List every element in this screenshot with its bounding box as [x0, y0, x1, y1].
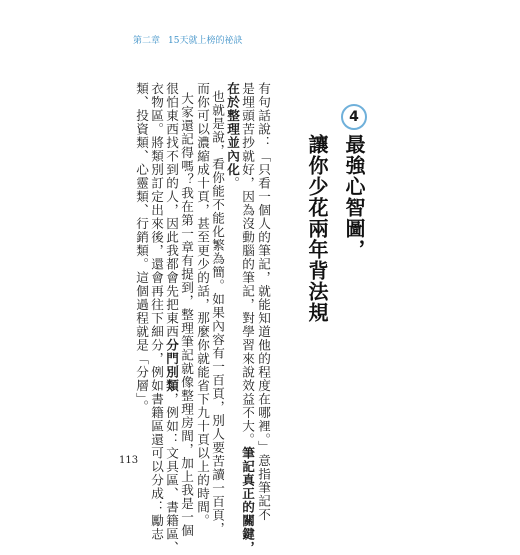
running-header — [133, 33, 242, 46]
body-emphasis: 在於整理並內化 — [225, 82, 240, 177]
body-column-9 — [134, 82, 148, 413]
body-text: 衣物區。將類別訂定出來後，還會再往下細分，例如書籍區還可以分成：勵志 — [149, 82, 164, 541]
body-column-8 — [149, 82, 163, 541]
chapter-label: 第二章 — [133, 36, 161, 46]
body-column-3 — [225, 82, 239, 190]
body-column-7 — [164, 82, 178, 555]
body-text: 類、投資類、心靈類、行銷類。這個過程就是「分層」。 — [134, 82, 149, 414]
body-text: 是埋頭苦抄就好，因為沒動腦的筆記，對學習來說效益不大。 — [240, 82, 255, 447]
body-column-2 — [240, 82, 254, 555]
body-emphasis: 筆記真正的關鍵， — [240, 446, 255, 555]
book-title: 15天就上榜的祕訣 — [168, 36, 243, 46]
section-heading-line-2: 讓你少花兩年背法規 — [305, 134, 329, 323]
body-text: 大家還記得嗎？我在第一章有提到，整理筆記就像整理房間，加上我是一個 — [179, 92, 194, 538]
body-text: 有句話說：「只看一個人的筆記，就能知道他的程度在哪裡。」意指筆記不 — [256, 82, 271, 522]
body-text: 而你可以濃縮成十頁，甚至更少的話，那麼你就能省下九十頁以上的時間。 — [195, 82, 210, 528]
body-text: 。 — [225, 176, 240, 190]
body-text: 也就是說，看你能不能化繁為簡。如果內容有一百頁，別人要苦讀一百頁， — [210, 90, 225, 536]
body-text: ，例如：文具區、書籍區、 — [164, 392, 179, 555]
section-number-badge: 4 — [341, 104, 367, 130]
body-column-5 — [195, 82, 209, 528]
body-text: 很怕東西找不到的人，因此我都會先把東西 — [164, 82, 179, 339]
body-column-1 — [256, 82, 270, 521]
section-heading-line-1: 最強心智圖， — [342, 134, 366, 260]
page-number: 113 — [119, 455, 139, 466]
body-column-6 — [179, 92, 193, 538]
body-column-4 — [210, 90, 224, 536]
body-emphasis: 分門別類 — [164, 338, 179, 393]
